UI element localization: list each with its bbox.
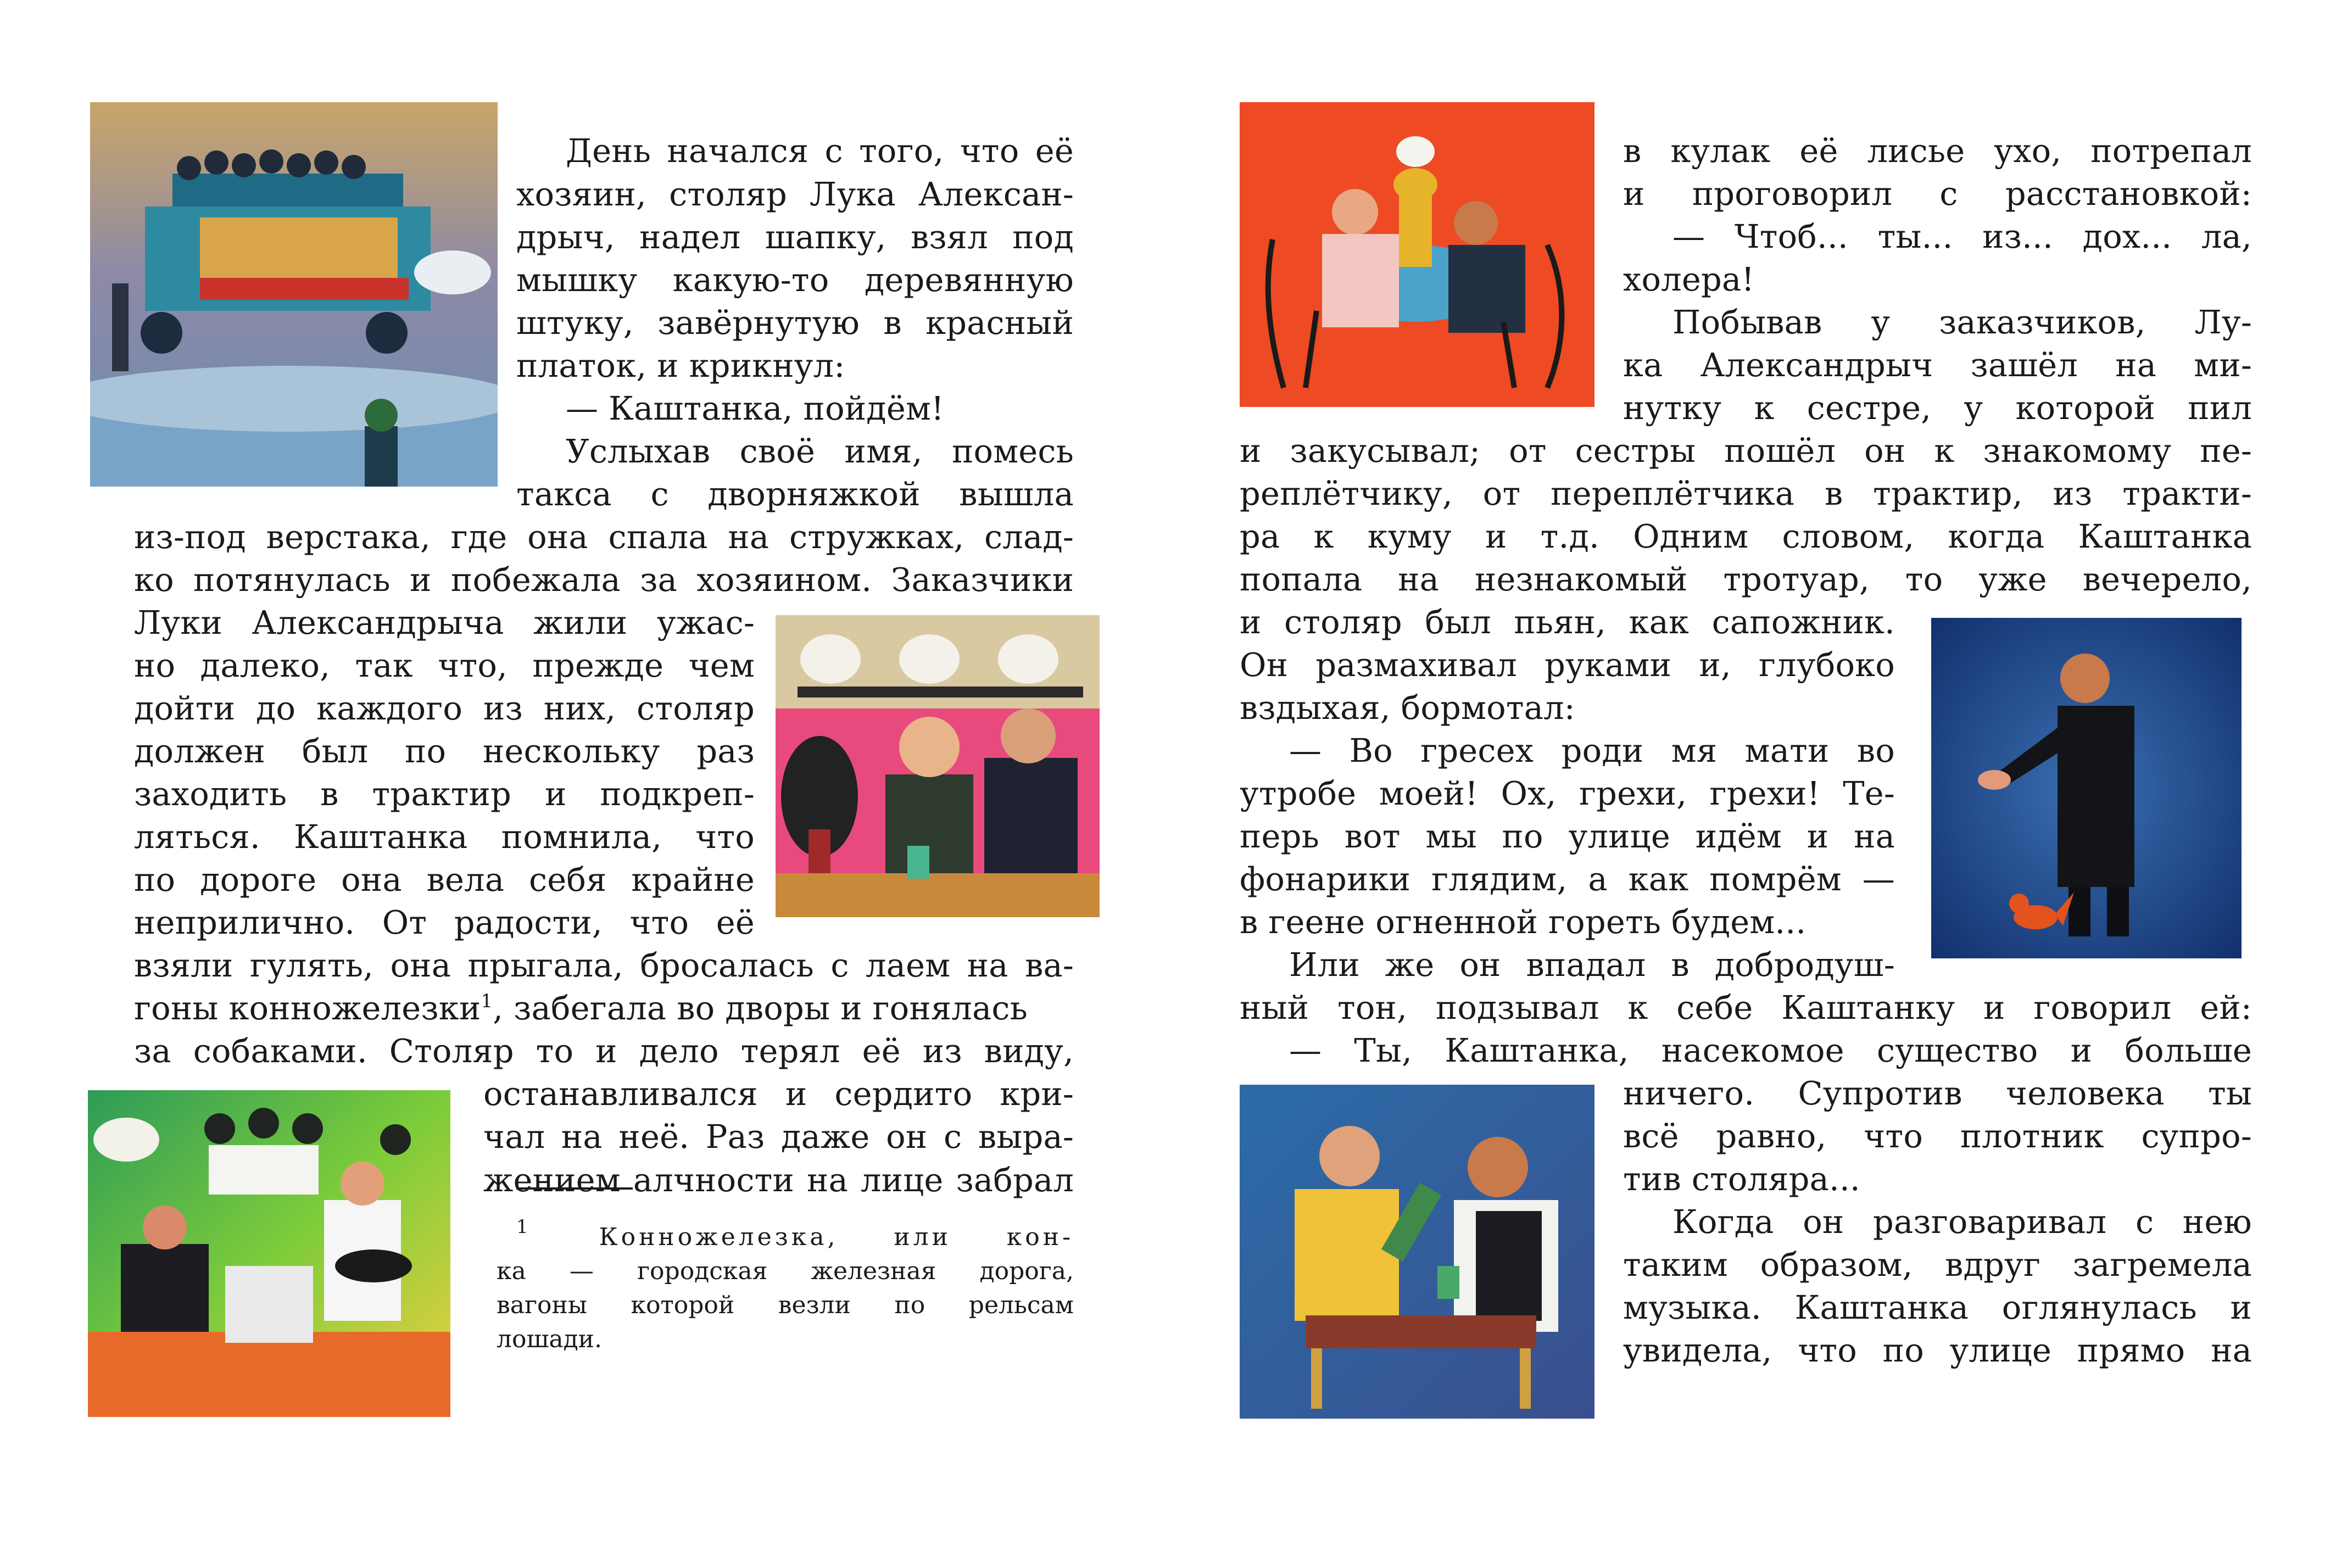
text-line: Побывав у заказчиков, Лу-: [1672, 303, 2252, 341]
left-page: [0, 0, 1162, 1568]
text-line: и проговорил с расстановкой:: [1623, 175, 2252, 213]
text-line: нутку к сестре, у которой пил: [1623, 389, 2252, 427]
right-page: [1162, 0, 2325, 1568]
text-fragment: гоны конножелезки: [134, 989, 481, 1027]
text-line: всё равно, что плотник супро-: [1623, 1117, 2252, 1155]
text-line: мышку какую-то деревянную: [516, 261, 1074, 299]
footnote-text: Конножелезка, или кон-: [599, 1223, 1074, 1251]
text-line: и столяр был пьян, как сапожник.: [1240, 603, 1895, 641]
text-line: Или же он впадал в добродуш-: [1289, 946, 1895, 984]
text-line: хозяин, столяр Лука Алексан-: [516, 175, 1074, 213]
horse-tram-illustration: [90, 102, 498, 487]
text-line: останавливался и сердито кри-: [483, 1075, 1074, 1113]
text-line: жением алчности на лице забрал: [483, 1161, 1074, 1199]
two-men-drinking-illustration: [1240, 1085, 1594, 1419]
text-line: [134, 987, 1074, 1030]
tavern-counter-illustration: [776, 615, 1100, 917]
text-line: музыка. Каштанка оглянулась и: [1623, 1288, 2252, 1326]
text-line: в кулак её лисье ухо, потрепал: [1623, 132, 2252, 170]
text-line: таким образом, вдруг загремела: [1623, 1246, 2252, 1284]
text-line: дрыч, надел шапку, взял под: [516, 218, 1074, 256]
text-line: платок, и крикнул:: [516, 347, 845, 384]
text-line: реплётчику, от переплётчика в трактир, из тракти-: [1240, 475, 2252, 512]
footnote-reference: 1: [481, 990, 493, 1012]
text-line: чал на неё. Раз даже он с выра-: [483, 1118, 1074, 1156]
text-line: штуку, завёрнутую в красный: [516, 304, 1074, 342]
text-line: — Ты, Каштанка, насекомое существо и больше: [1289, 1031, 2252, 1069]
text-line: ляться. Каштанка помнила, что: [134, 818, 755, 856]
text-line: ко потянулась и побежала за хозяином. Заказчики: [134, 561, 1074, 599]
text-line: неприлично. От радости, что её: [134, 903, 755, 941]
footnote-line: вагоны которой везли по рельсам: [497, 1291, 1074, 1319]
text-line: вздыхая, бормотал:: [1240, 689, 1575, 727]
text-line: увидела, что по улице прямо на: [1623, 1331, 2252, 1369]
text-line: — Каштанка, пойдём!: [566, 389, 944, 427]
text-line: Когда он разговаривал с нею: [1672, 1203, 2252, 1241]
text-line: утробе моей! Ох, грехи, грехи! Те-: [1240, 774, 1895, 812]
text-line: — Во гресех роди мя мати во: [1289, 732, 1895, 769]
text-line: ка Александрыч зашёл на ми-: [1623, 346, 2252, 384]
footnote-line: [516, 1216, 1074, 1254]
text-line: взяли гулять, она прыгала, бросалась с лаем на ва-: [134, 946, 1074, 984]
text-line: должен был по нескольку раз: [134, 732, 755, 770]
text-line: День начался с того, что её: [566, 132, 1074, 170]
text-line: фонарики глядим, а как помрём —: [1240, 860, 1895, 898]
text-line: из-под верстака, где она спала на стружках, слад-: [134, 518, 1074, 556]
tavern-hall-illustration: [88, 1090, 450, 1417]
footnote-line: ка — городская железная дорога,: [497, 1257, 1074, 1285]
text-line: ра к куму и т.д. Одним словом, когда Каштанка: [1240, 517, 2252, 555]
text-line: тив столяра...: [1623, 1160, 1860, 1198]
drunk-carpenter-fox-illustration: [1931, 618, 2242, 958]
text-line: в геене огненной гореть будем...: [1240, 903, 1807, 941]
text-line: ный тон, подзывал к себе Каштанку и говорил ей:: [1240, 989, 2252, 1026]
text-line: — Чтоб... ты... из... дох... ла,: [1672, 217, 2252, 255]
text-line: по дороге она вела себя крайне: [134, 861, 755, 899]
text-line: дойти до каждого из них, столяр: [134, 689, 755, 727]
footnote-rule: [516, 1187, 633, 1190]
text-line: холера!: [1623, 260, 1755, 298]
text-fragment: , забегала во дворы и гонялась: [493, 989, 1028, 1027]
text-line: такса с дворняжкой вышла: [516, 475, 1074, 513]
footnote-line: лошади.: [497, 1325, 602, 1353]
text-line: но далеко, так что, прежде чем: [134, 646, 755, 684]
text-line: и закусывал; от сестры пошёл он к знакомому пе-: [1240, 432, 2252, 470]
text-line: Услыхав своё имя, помесь: [566, 432, 1074, 470]
text-line: попала на незнакомый тротуар, то уже вечерело,: [1240, 560, 2252, 598]
text-line: заходить в трактир и подкреп-: [134, 775, 755, 813]
text-line: Луки Александрыча жили ужас-: [134, 604, 755, 641]
text-line: за собаками. Столяр то и дело терял её из виду,: [134, 1032, 1074, 1070]
tea-table-illustration: [1240, 102, 1594, 407]
footnote-mark: 1: [516, 1216, 532, 1238]
text-line: Он размахивал руками и, глубоко: [1240, 646, 1895, 684]
text-line: ничего. Супротив человека ты: [1623, 1074, 2252, 1112]
text-line: перь вот мы по улице идём и на: [1240, 817, 1895, 855]
